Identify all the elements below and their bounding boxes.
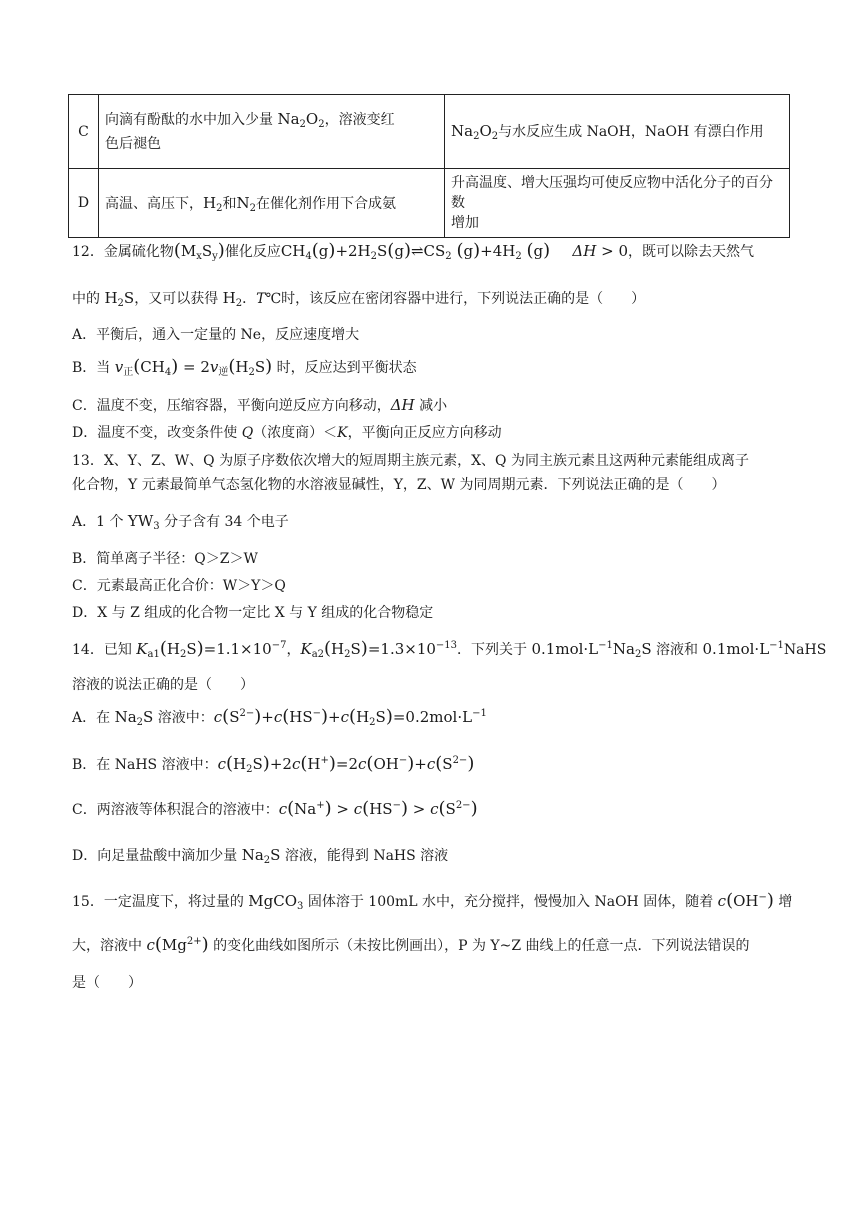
q14-option-a[interactable]: A．在 $Na_2S$ 溶液中：$c(S^{2-})+c(HS^-)+c(H_2S)=0.2mol\cdot L^{-1}$ bbox=[72, 706, 487, 728]
q14-option-b[interactable]: B．在 NaHS 溶液中：$c(H_2S)+2c(H^+)=2c(OH^-)+c(S^{2-})$ bbox=[72, 753, 475, 775]
q12-option-c[interactable]: C．温度不变，压缩容器，平衡向逆反应方向移动，ΔH 减小 bbox=[72, 396, 448, 414]
q15-stem-line1: 15．一定温度下，将过量的 MgCO$_3$ 固体溶于 100mL 水中，充分搅拌，慢慢加入 NaOH 固体，随着 c(OH−) 增 bbox=[72, 890, 793, 912]
table-cell: $Na_2O_2$与水反应生成 NaOH，NaOH 有漂白作用 bbox=[445, 95, 790, 169]
q13-option-a[interactable]: A．1 个 $YW_3$ 分子含有 34 个电子 bbox=[72, 512, 289, 532]
q15-stem-line2: 大，溶液中 $c(Mg^{2+})$ 的变化曲线如图所示（未按比例画出），P 为 Y~Z 曲线上的任意一点．下列说法错误的 bbox=[72, 934, 750, 955]
q14-option-c[interactable]: C．两溶液等体积混合的溶液中：$c(Na^+) > c(HS^-) > c(S^{2-})$ bbox=[72, 798, 478, 819]
answer-table bbox=[68, 94, 790, 238]
q12-stem-line1: 12．金属硫化物$(M_xS_y)$催化反应$CH_4(g)+2H_2S(g)\rightleftharpoons CS_2$ $(g)+4H_2$ (g) ΔH > 0，既可以除去天然气 bbox=[72, 240, 754, 262]
q13-stem-line2: 化合物，Y 元素最简单气态氢化物的水溶液显碱性，Y，Z、W 为同周期元素．下列说法正确的是（ ） bbox=[72, 477, 726, 493]
table-row bbox=[69, 95, 790, 169]
row-label: C bbox=[69, 95, 99, 169]
q12-option-d[interactable]: D．温度不变，改变条件使 Q（浓度商）＜K，平衡向正反应方向移动 bbox=[72, 425, 502, 441]
q13-option-d[interactable]: D．X 与 Z 组成的化合物一定比 X 与 Y 组成的化合物稳定 bbox=[72, 605, 434, 621]
q14-option-d[interactable]: D．向足量盐酸中滴加少量 $Na_2S$ 溶液，能得到 NaHS 溶液 bbox=[72, 846, 449, 866]
q13-option-b[interactable]: B．简单离子半径：Q＞Z＞W bbox=[72, 551, 258, 567]
q12-option-b[interactable]: B．当 $v_正(CH_4) = 2v_逆(H_2S)$ 时，反应达到平衡状态 bbox=[72, 356, 417, 378]
q12-stem-line2: 中的 $H_2S$，又可以获得 $H_2$．T℃时，该反应在密闭容器中进行，下列说法正确的是（ ） bbox=[72, 289, 646, 309]
table-cell: 升高温度、增大压强均可使反应物中活化分子的百分数 增加 bbox=[445, 169, 790, 238]
row-label: D bbox=[69, 169, 99, 238]
table-row bbox=[69, 169, 790, 238]
q12-option-a[interactable]: A．平衡后，通入一定量的 Ne，反应速度增大 bbox=[72, 327, 360, 343]
q13-option-c[interactable]: C．元素最高正化合价：W＞Y＞Q bbox=[72, 578, 286, 594]
q14-stem-line1: 14．已知 $K_{a1}(H_2S)=1.1\times 10^{-7}$，$K_{a2}(H_2S)=1.3\times 10^{-13}$．下列关于 $0.1mol\cdot L^{-1}Na_2S$ 溶液和 $0.1mol\cdot L^{-1}NaHS$ bbox=[72, 638, 827, 660]
table-cell: 高温、高压下，$H_2$和$N_2$在催化剂作用下合成氨 bbox=[99, 169, 445, 238]
q14-stem-line2: 溶液的说法正确的是（ ） bbox=[72, 677, 254, 693]
q13-stem-line1: 13．X、Y、Z、W、Q 为原子序数依次增大的短周期主族元素，X、Q 为同主族元素且这两种元素能组成离子 bbox=[72, 453, 749, 469]
q15-stem-line3: 是（ ） bbox=[72, 975, 142, 991]
table-cell: 向滴有酚酞的水中加入少量 $Na_2O_2$，溶液变红 色后褪色 bbox=[99, 95, 445, 169]
